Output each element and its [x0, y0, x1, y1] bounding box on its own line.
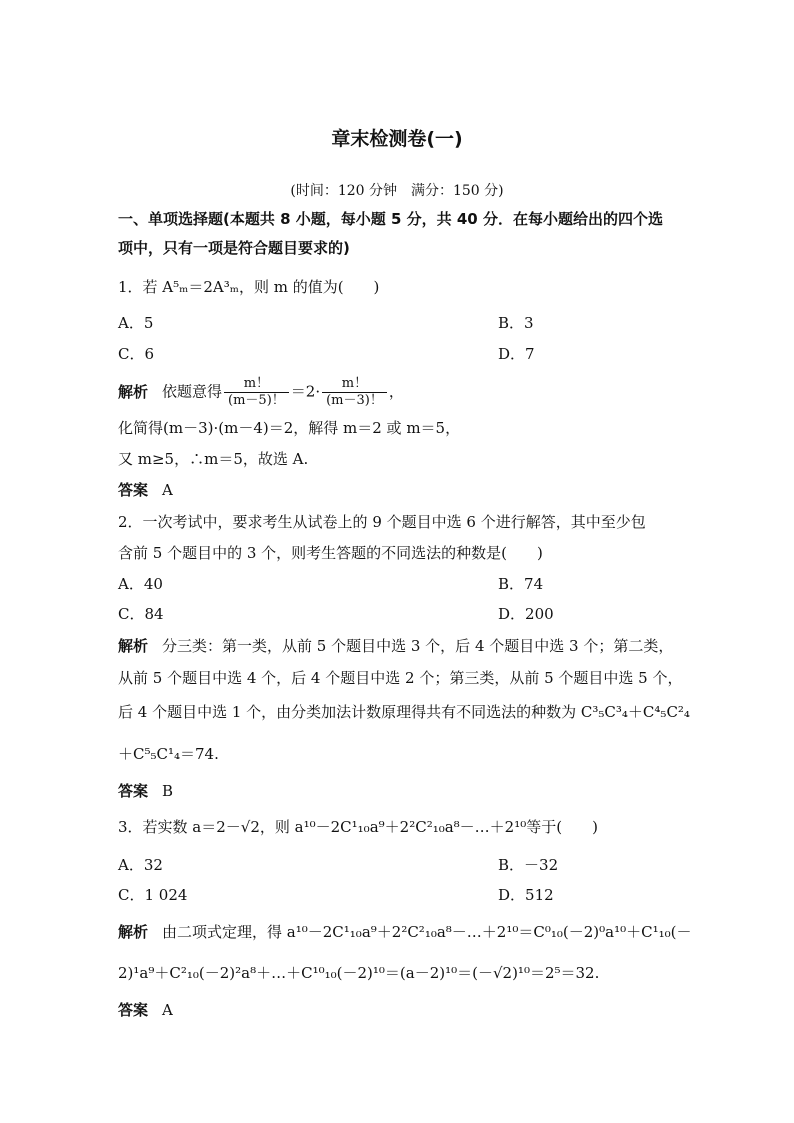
q2-options-row2	[118, 604, 678, 624]
q3-option-b: B．－32	[498, 856, 559, 874]
q2-answer	[118, 781, 173, 801]
q1-fraction-2	[322, 376, 387, 409]
q1-option-d: D．7	[498, 345, 535, 363]
q3-option-a: A．32	[118, 856, 163, 874]
page-title: 章末检测卷(一)	[331, 128, 463, 150]
q1-options-row1	[118, 313, 678, 333]
q3-option-c: C．1 024	[118, 886, 188, 904]
q1-frac2-numerator: m！	[341, 376, 368, 391]
q2-answer-value: B	[162, 782, 174, 800]
q2-analysis-line3: 后 4 个题目中选 1 个，由分类加法计数原理得共有不同选法的种数为 C³₅C³₄＋C⁴₅C²₄	[118, 703, 690, 721]
q1-frac2-denominator: (m－3)！	[322, 392, 387, 409]
q1-frac1-denominator: (m－5)！	[224, 392, 289, 409]
q1-answer-value: A	[162, 481, 173, 499]
q1-analysis-line3: 又 m≥5，∴m＝5，故选 A.	[118, 450, 309, 468]
q1-eq-mid: ＝2·	[290, 382, 321, 401]
q3-analysis-line2: 2)¹a⁹＋C²₁₀(－2)²a⁸＋…＋C¹⁰₁₀(－2)¹⁰＝(a－2)¹⁰＝(－√2)¹⁰＝2⁵＝32.	[118, 964, 600, 982]
q2-analysis-label: 解析	[118, 637, 149, 655]
q3-analysis-label: 解析	[118, 923, 149, 941]
q1-option-c: C．6	[118, 345, 155, 363]
q1-answer	[118, 480, 173, 500]
q3-analysis-line1	[118, 922, 692, 942]
q3-answer-label: 答案	[118, 1001, 149, 1019]
q2-analysis-line1	[118, 636, 673, 656]
q3-analysis-text1: 由二项式定理，得 a¹⁰－2C¹₁₀a⁹＋2²C²₁₀a⁸－…＋2¹⁰＝C⁰₁₀(－2)⁰a¹⁰＋C¹₁₀(－	[162, 923, 692, 941]
q1-analysis-label: 解析	[118, 382, 149, 401]
q2-analysis-line2: 从前 5 个题目中选 4 个，后 4 个题目中选 2 个；第三类，从前 5 个题目中选 5 个，	[118, 669, 683, 687]
q3-options-row1	[118, 855, 678, 875]
q3-option-d: D．512	[498, 886, 554, 904]
q2-option-d: D．200	[498, 605, 554, 623]
q2-stem-line2: 含前 5 个题目中的 3 个，则考生答题的不同选法的种数是( )	[118, 544, 543, 562]
q3-options-row2	[118, 885, 678, 905]
q2-analysis-line4: ＋C⁵₅C¹₄＝74.	[118, 745, 219, 763]
q1-option-b: B．3	[498, 314, 534, 332]
q3-answer-value: A	[162, 1001, 173, 1019]
q2-options-row1	[118, 574, 678, 594]
q1-options-row2	[118, 344, 678, 364]
q3-answer	[118, 1000, 173, 1020]
q2-option-b: B．74	[498, 575, 544, 593]
q1-fraction-1	[224, 376, 289, 409]
q2-stem-line1: 2．一次考试中，要求考生从试卷上的 9 个题目中选 6 个进行解答，其中至少包	[118, 513, 646, 531]
q1-frac1-numerator: m！	[243, 376, 270, 391]
q1-analysis-line1	[118, 376, 404, 409]
q2-analysis-text1: 分三类：第一类，从前 5 个题目中选 3 个，后 4 个题目中选 3 个；第二类，	[162, 637, 674, 655]
q1-answer-label: 答案	[118, 481, 149, 499]
q1-analysis-intro: 依题意得	[162, 382, 223, 401]
section-heading-line2: 项中，只有一项是符合题目要求的)	[118, 239, 350, 257]
exam-info: (时间：120 分钟 满分：150 分)	[290, 183, 504, 199]
q3-stem: 3．若实数 a＝2－√2，则 a¹⁰－2C¹₁₀a⁹＋2²C²₁₀a⁸－…＋2¹⁰等于( )	[118, 818, 598, 836]
q2-option-a: A．40	[118, 575, 163, 593]
q1-analysis-line2: 化简得(m－3)·(m－4)＝2，解得 m＝2 或 m＝5，	[118, 419, 461, 437]
q1-stem: 1．若 A⁵ₘ＝2A³ₘ，则 m 的值为( )	[118, 278, 380, 296]
q2-answer-label: 答案	[118, 782, 149, 800]
q1-eq-end: ，	[388, 382, 404, 401]
q2-option-c: C．84	[118, 605, 164, 623]
q1-option-a: A．5	[118, 314, 154, 332]
section-heading-line1: 一、单项选择题(本题共 8 小题，每小题 5 分，共 40 分．在每小题给出的四个选	[118, 210, 663, 228]
